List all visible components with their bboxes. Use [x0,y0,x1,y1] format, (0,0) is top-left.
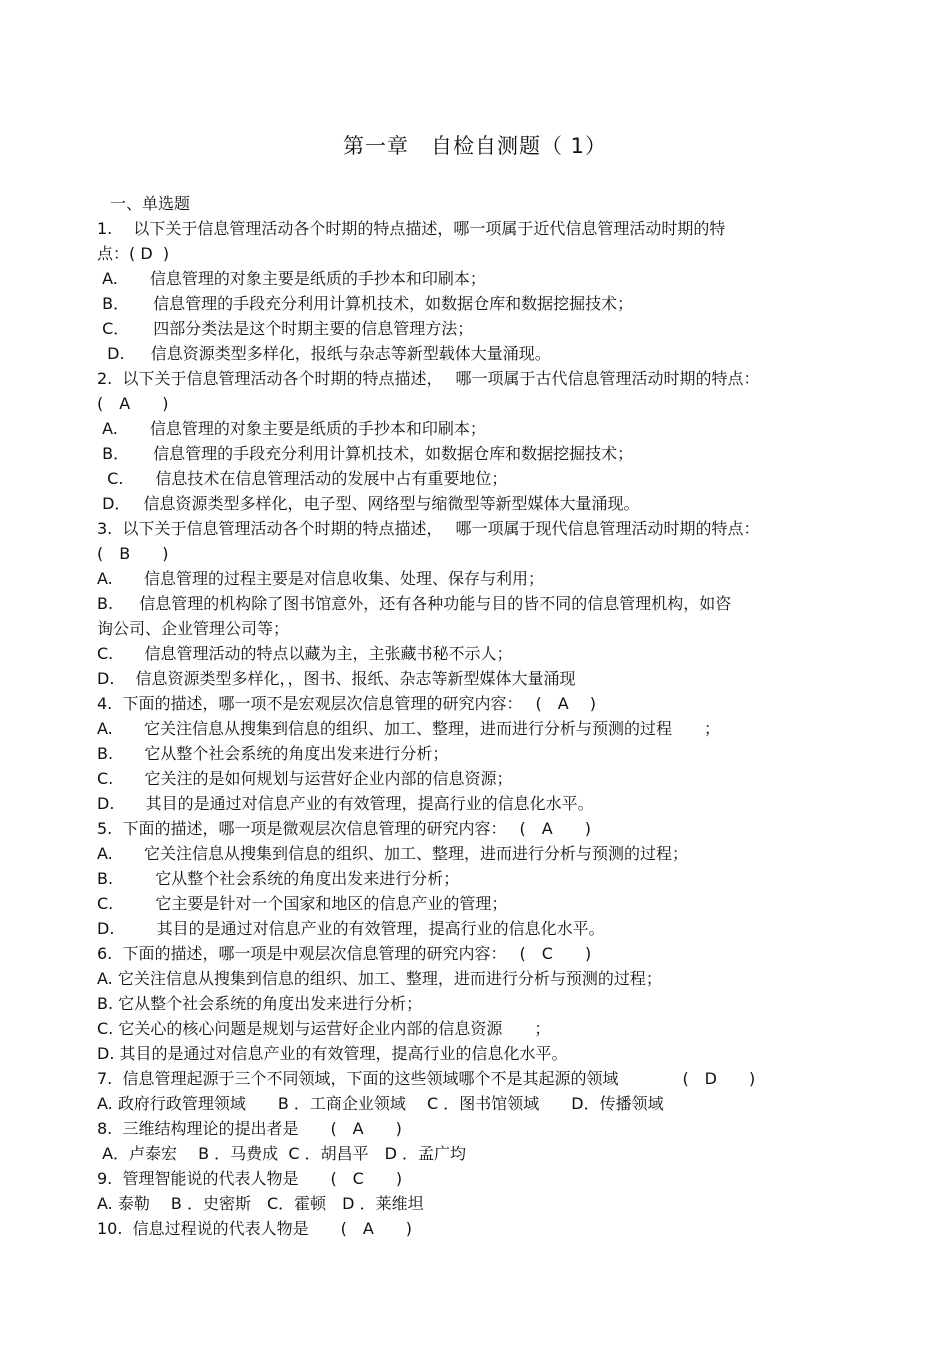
text-line: C. 它关心的核心问题是规划与运营好企业内部的信息资源 ； [97,1019,551,1038]
text-line: A. 它关注信息从搜集到信息的组织、加工、整理，进而进行分析与预测的过程； [97,844,689,863]
text-line: C. 信息技术在信息管理活动的发展中占有重要地位； [97,469,508,488]
text-line: 6. 下面的描述，哪一项是中观层次信息管理的研究内容： ( C ) [97,944,592,963]
text-line: 10. 信息过程说的代表人物是 ( A ) [97,1219,413,1238]
text-line: 4. 下面的描述，哪一项不是宏观层次信息管理的研究内容： ( A ) [97,694,597,713]
text-line: B. 信息管理的机构除了图书馆意外，还有各种功能与目的皆不同的信息管理机构，如咨 [97,594,732,613]
text-line: 7. 信息管理起源于三个不同领域，下面的这些领域哪个不是其起源的领域 ( D ) [97,1069,756,1088]
text-line: A. 信息管理的对象主要是纸质的手抄本和印刷本； [97,419,486,438]
text-line: C. 它主要是针对一个国家和地区的信息产业的管理； [97,894,508,913]
text-line: D. 其目的是通过对信息产业的有效管理，提高行业的信息化水平。 [97,794,594,813]
text-line: 询公司、企业管理公司等； [97,619,290,638]
text-line: B. 它从整个社会系统的角度出发来进行分析； [97,994,423,1013]
text-line: D. 其目的是通过对信息产业的有效管理，提高行业的信息化水平。 [97,1044,568,1063]
text-line: A. 信息管理的过程主要是对信息收集、处理、保存与利用； [97,569,545,588]
text-line: D. 其目的是通过对信息产业的有效管理，提高行业的信息化水平。 [97,919,605,938]
page-title: 第一章 自检自测题（ 1） [342,134,608,158]
text-line: B． 信息管理的手段充分利用计算机技术，如数据仓库和数据挖掘技术； [97,444,634,463]
text-line: A. 它关注信息从搜集到信息的组织、加工、整理，进而进行分析与预测的过程； [97,969,662,988]
text-line: C. 信息管理活动的特点以藏为主，主张藏书秘不示人； [97,644,513,663]
text-line: A．卢泰宏 B ．马费成 C ．胡昌平 D ．孟广均 [97,1144,467,1163]
text-line: C. 它关注的是如何规划与运营好企业内部的信息资源； [97,769,513,788]
text-line: D. 信息资源类型多样化，，图书、报纸、杂志等新型媒体大量涌现 [97,669,576,688]
text-line: 2. 以下关于信息管理活动各个时期的特点描述， 哪一项属于古代信息管理活动时期的特点： [97,369,760,388]
text-line: 1. 以下关于信息管理活动各个时期的特点描述，哪一项属于近代信息管理活动时期的特 [97,219,726,238]
text-line: B. 它从整个社会系统的角度出发来进行分析； [97,869,460,888]
text-line: A. 政府行政管理领域 B ．工商企业领域 C ．图书馆领域 D．传播领域 [97,1094,664,1113]
text-line: 点：( D ) [97,244,170,263]
text-line: B. 它从整个社会系统的角度出发来进行分析； [97,744,449,763]
text-line: 9. 管理智能说的代表人物是 ( C ) [97,1169,403,1188]
section-heading: 一、单选题 [110,194,191,213]
text-line: 8. 三维结构理论的提出者是 ( A ) [97,1119,402,1138]
text-line: ( A ) [97,394,169,413]
text-line: 5. 下面的描述，哪一项是微观层次信息管理的研究内容： ( A ) [97,819,591,838]
text-line: D． 信息资源类型多样化，电子型、网络型与缩微型等新型媒体大量涌现。 [97,494,640,513]
text-line: A. 泰勒 B ．史密斯 C．霍顿 D ．莱维坦 [97,1194,424,1213]
text-line: 3. 以下关于信息管理活动各个时期的特点描述， 哪一项属于现代信息管理活动时期的特点： [97,519,760,538]
text-line: D. 信息资源类型多样化，报纸与杂志等新型载体大量涌现。 [97,344,551,363]
text-line: A. 信息管理的对象主要是纸质的手抄本和印刷本； [97,269,486,288]
text-line: ( B ) [97,544,169,563]
text-line: C． 四部分类法是这个时期主要的信息管理方法； [97,319,474,338]
text-line: A. 它关注信息从搜集到信息的组织、加工、整理，进而进行分析与预测的过程 ； [97,719,721,738]
text-line: B． 信息管理的手段充分利用计算机技术，如数据仓库和数据挖掘技术； [97,294,634,313]
